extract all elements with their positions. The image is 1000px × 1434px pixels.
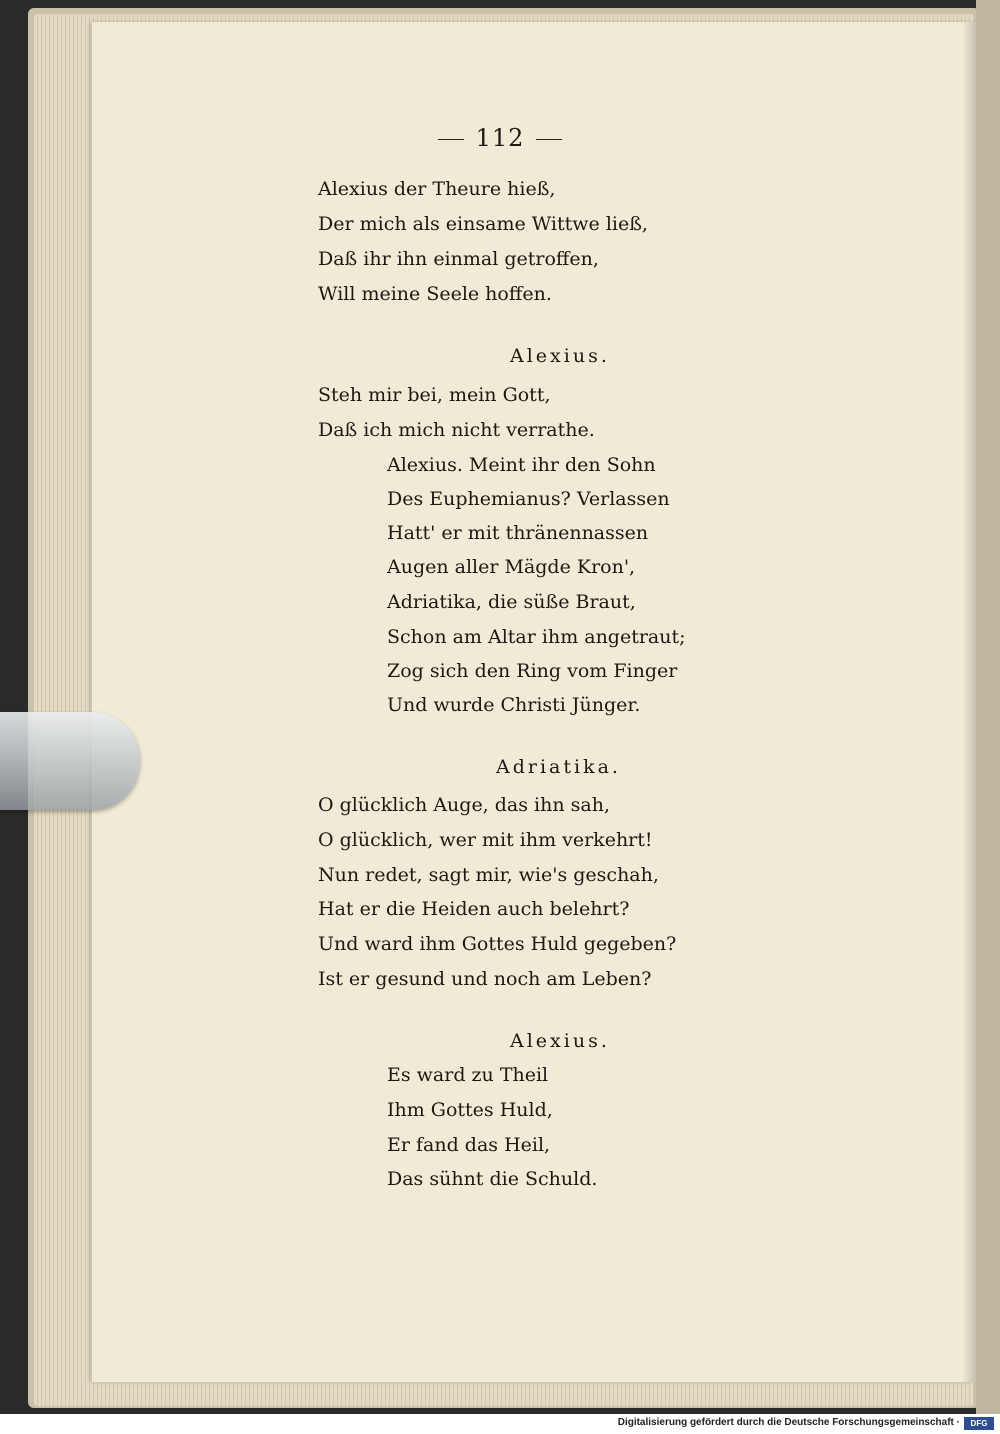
page-number bbox=[0, 124, 1000, 152]
verse-line: Alexius der Theure hieß, bbox=[318, 178, 556, 200]
verse-line: Schon am Altar ihm angetraut; bbox=[387, 626, 686, 648]
verse-line: Und wurde Christi Jünger. bbox=[387, 694, 641, 716]
verse-line: O glücklich Auge, das ihn sah, bbox=[318, 794, 610, 816]
verse-line: Der mich als einsame Wittwe ließ, bbox=[318, 213, 648, 235]
page-number-value: 112 bbox=[475, 124, 525, 152]
verse-line: Adriatika, die süße Braut, bbox=[387, 591, 636, 613]
page-number-dash-right bbox=[536, 139, 562, 140]
speaker-name: Alexius. bbox=[510, 345, 610, 367]
verse-line: Er fand das Heil, bbox=[387, 1134, 551, 1156]
verse-line: O glücklich, wer mit ihm verkehrt! bbox=[318, 829, 653, 851]
speaker-name: Alexius. bbox=[510, 1030, 610, 1052]
footer-credit: Digitalisierung gefördert durch die Deutsche Forschungsgemeinschaft · bbox=[617, 1417, 960, 1428]
verse-line: Hatt' er mit thränennassen bbox=[387, 522, 649, 544]
verse-line: Und ward ihm Gottes Huld gegeben? bbox=[318, 933, 677, 955]
verse-line: Alexius. Meint ihr den Sohn bbox=[387, 454, 656, 476]
footer-bar bbox=[0, 1414, 1000, 1434]
verse-line: Ist er gesund und noch am Leben? bbox=[318, 968, 652, 990]
verse-line: Daß ihr ihn einmal getroffen, bbox=[318, 248, 599, 270]
verse-line: Will meine Seele hoffen. bbox=[318, 283, 552, 305]
dfg-logo-icon: DFG bbox=[964, 1417, 994, 1430]
book-gutter bbox=[976, 0, 1000, 1414]
verse-line: Ihm Gottes Huld, bbox=[387, 1099, 553, 1121]
verse-line: Nun redet, sagt mir, wie's geschah, bbox=[318, 864, 659, 886]
verse-line: Das sühnt die Schuld. bbox=[387, 1168, 598, 1190]
verse-line: Des Euphemianus? Verlassen bbox=[387, 488, 670, 510]
verse-line: Hat er die Heiden auch belehrt? bbox=[318, 898, 630, 920]
verse-line: Es ward zu Theil bbox=[387, 1064, 549, 1086]
verse-line: Augen aller Mägde Kron', bbox=[387, 556, 636, 578]
verse-line: Zog sich den Ring vom Finger bbox=[387, 660, 678, 682]
verse-line: Daß ich mich nicht verrathe. bbox=[318, 419, 595, 441]
page-number-dash-left bbox=[438, 139, 464, 140]
speaker-name: Adriatika. bbox=[496, 756, 621, 778]
verse-line: Steh mir bei, mein Gott, bbox=[318, 384, 551, 406]
page-fold-shadow bbox=[962, 22, 976, 1382]
page-clip bbox=[0, 712, 140, 810]
